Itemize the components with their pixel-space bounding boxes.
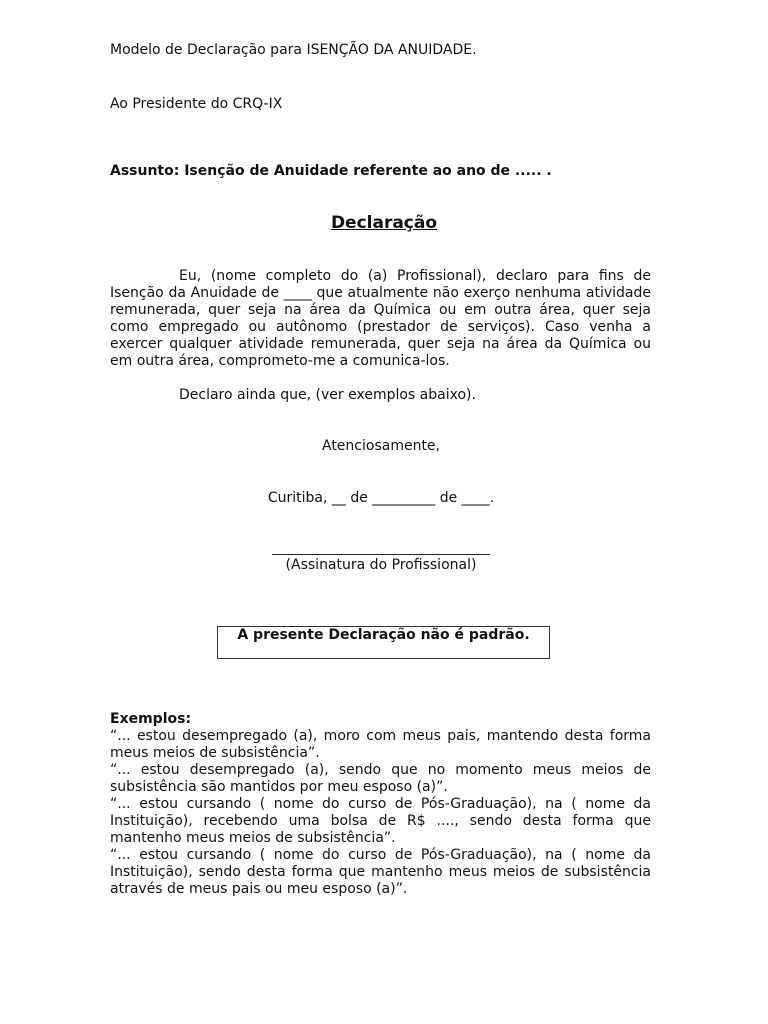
closing-salutation: Atenciosamente, [321,438,440,454]
example-item: “... estou cursando ( nome do curso de Pós-Graduação), na ( nome da Instituição), sendo desta forma que mantenho meus meios de subsistência através de meus pais ou meu esposo (a)”. [110,847,651,897]
example-item: “... estou desempregado (a), moro com meus pais, mantendo desta forma meus meios de subsistência”. [110,728,651,761]
example-item: “... estou desempregado (a), sendo que no momento meus meios de subsistência são mantidos por meu esposo (a)”. [110,762,651,795]
body-paragraph-second [110,387,651,404]
document-header: Modelo de Declaração para ISENÇÃO DA ANUIDADE. [110,42,477,58]
examples-list [110,728,651,898]
examples-title: Exemplos: [110,711,192,727]
body-paragraph-second-text: Declaro ainda que, (ver exemplos abaixo). [179,387,476,403]
body-paragraph-text: Eu, (nome completo do (a) Profissional), declaro para fins de Isenção da Anuidade de ____ que atualmente não exerço nenhuma atividade remunerada, quer seja na área da Química ou em outra área, quer seja como empregado ou autônomo (prestador de serviços). Caso venha a exercer qualquer atividade remunerada, quer seja na área da Química ou em outra área, comprometo-me a comunica-los. [110,268,651,369]
body-paragraph [110,268,651,370]
signature-label: (Assinatura do Profissional) [285,557,477,573]
subject-line: Assunto: Isenção de Anuidade referente ao ano de ..... . [110,163,552,179]
recipient-line: Ao Presidente do CRQ-IX [110,96,283,112]
example-item: “... estou cursando ( nome do curso de Pós-Graduação), na ( nome da Instituição), recebendo uma bolsa de R$ ...., sendo desta forma que mantenho meus meios de subsistência”. [110,796,651,846]
document-title: Declaração [330,213,438,233]
date-line: Curitiba, __ de _________ de ____. [267,490,495,506]
notice-box: A presente Declaração não é padrão. [217,626,550,659]
signature-line [272,554,490,555]
